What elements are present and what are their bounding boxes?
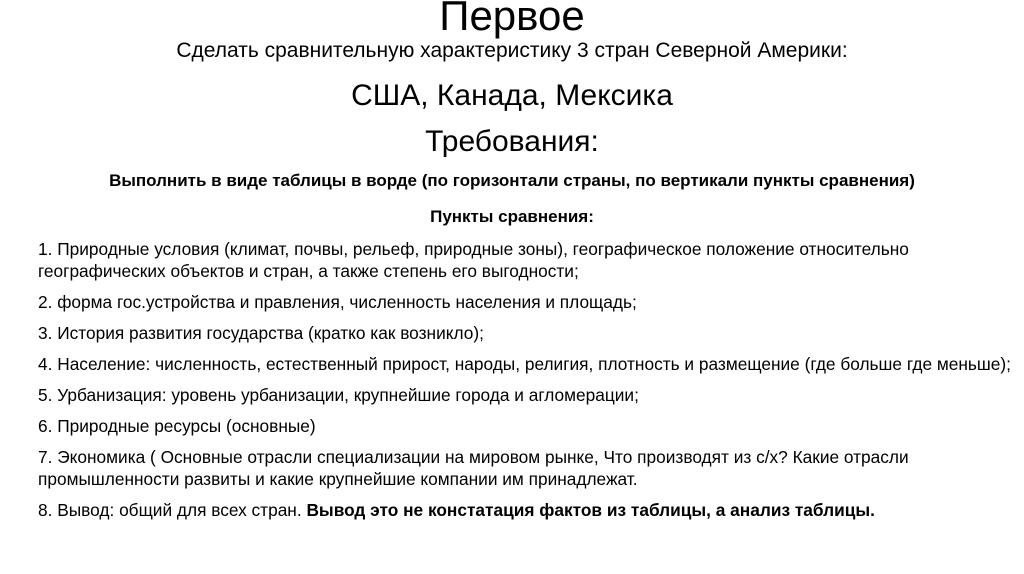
list-item: 6. Природные ресурсы (основные): [38, 416, 316, 436]
list-item: 7. Экономика ( Основные отрасли специализации на мировом рынке, Что производят из с/х? Какие отрасли промышленности развиты и какие крупнейшие компании им принадлежат.: [38, 447, 909, 489]
comparison-points-list: [38, 238, 1013, 530]
requirements-heading: Требования:: [425, 125, 599, 158]
task-subtitle: Сделать сравнительную характеристику 3 стран Северной Америки:: [176, 39, 848, 62]
conclusion-emphasis: Вывод это не констатация фактов из таблицы, а анализ таблицы.: [306, 500, 875, 520]
countries-line: США, Канада, Мексика: [351, 79, 673, 112]
comparison-points-heading: Пункты сравнения:: [430, 207, 594, 226]
list-item-conclusion: [38, 499, 1013, 521]
list-item: 4. Население: численность, естественный прирост, народы, религия, плотность и размещение (где больше где меньше);: [38, 354, 1011, 374]
list-item: 3. История развития государства (кратко как возникло);: [38, 323, 484, 343]
requirements-text: Выполнить в виде таблицы в ворде (по горизонтали страны, по вертикали пункты сравнения): [109, 171, 915, 190]
list-item: 5. Урбанизация: уровень урбанизации, крупнейшие города и агломерации;: [38, 385, 639, 405]
slide-title: Первое: [439, 0, 585, 39]
conclusion-text: 8. Вывод: общий для всех стран.: [38, 500, 307, 520]
list-item: 1. Природные условия (климат, почвы, рельеф, природные зоны), географическое положение относительно географических объектов и стран, а также степень его выгодности;: [38, 239, 909, 281]
list-item: 2. форма гос.устройства и правления, численность населения и площадь;: [38, 292, 637, 312]
